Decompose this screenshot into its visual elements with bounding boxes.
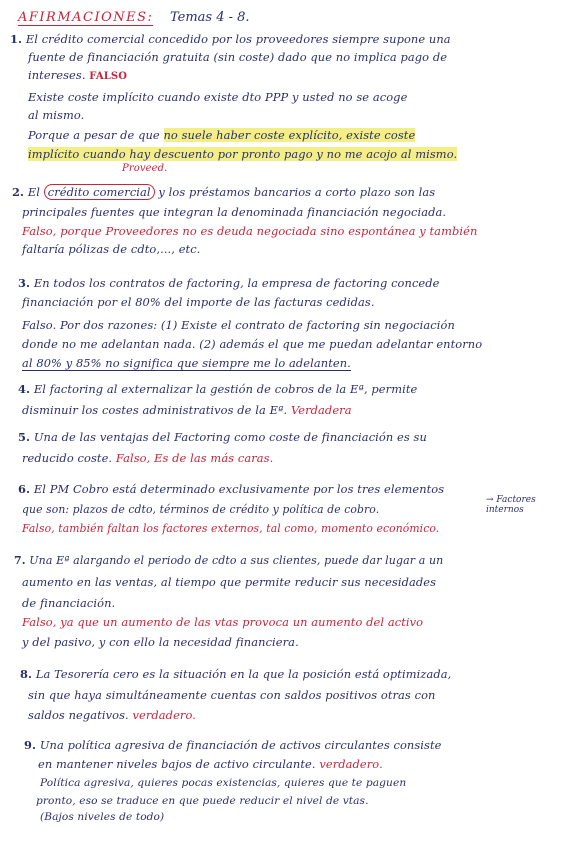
q1-text-2: fuente de financiación gratuita (sin coste) dado que no implica pago de: [28, 50, 448, 64]
q1-answer-3: [28, 128, 415, 142]
q5-text-1: Una de las ventajas del Factoring como coste de financiación es su: [33, 430, 427, 444]
q1-answer-4-highlight: implícito cuando hay descuento por pronto pago y no me acojo al mismo.: [28, 147, 458, 161]
q2-circled-term: crédito comercial: [44, 184, 155, 200]
q1-answer-1: Existe coste implícito cuando existe dto PPP y usted no se acoge: [28, 90, 408, 104]
q2-text-2: principales fuentes que integran la denominada financiación negociada.: [22, 205, 447, 219]
q8-text-1: La Tesorería cero es la situación en la que la posición está optimizada,: [35, 667, 452, 681]
q7-text-1: Una Eª alargando el periodo de cdto a sus clientes, puede dar lugar a un: [29, 554, 444, 567]
q6-line-1: [18, 482, 444, 496]
q9-answer-2: pronto, eso se traduce en que puede reducir el nivel de vtas.: [36, 795, 369, 807]
q2-text-1a: El: [27, 185, 40, 199]
q9-text-2: en mantener niveles bajos de activo circulante.: [38, 757, 316, 771]
q1-text-1: El crédito comercial concedido por los proveedores siempre supone una: [25, 32, 451, 46]
q3-line-1: [18, 276, 440, 290]
q7-number: 7.: [14, 554, 26, 567]
q1-answer-3b-highlight: no suele haber coste explícito, existe coste: [163, 128, 416, 142]
q7-answer-2: y del pasivo, y con ello la necesidad financiera.: [22, 635, 299, 649]
header-subtitle: Temas 4 - 8.: [170, 10, 250, 25]
q8-text-3: saldos negativos.: [28, 708, 129, 722]
q9-text-1: Una política agresiva de financiación de activos circulantes consiste: [39, 738, 442, 752]
q6-side-note: → Factores internos: [486, 495, 536, 515]
q3-text-1: En todos los contratos de factoring, la empresa de factoring concede: [33, 276, 440, 290]
q9-verdict: verdadero.: [319, 757, 383, 771]
q2-line-1: [12, 185, 435, 199]
q6-number: 6.: [18, 482, 31, 496]
q9-answer-3: (Bajos niveles de todo): [40, 811, 165, 823]
q7-text-2: aumento en las ventas, al tiempo que permite reducir sus necesidades: [22, 575, 437, 589]
header-title: AFIRMACIONES:: [18, 10, 154, 25]
q6-answer-1: Falso, también faltan los factores externos, tal como, momento económico.: [22, 522, 440, 535]
q7-line-1: [14, 554, 443, 568]
q8-number: 8.: [20, 667, 33, 681]
q9-answer-1: Política agresiva, quieres pocas existencias, quieres que te paguen: [40, 777, 407, 789]
q1-number: 1.: [10, 32, 23, 46]
q4-text-2: disminuir los costes administrativos de la Eª.: [22, 403, 288, 417]
q9-line-2: [38, 757, 383, 771]
q2-answer-2: faltaría pólizas de cdto,..., etc.: [22, 242, 201, 256]
q2-number: 2.: [12, 185, 25, 199]
q1-verdict: FALSO: [89, 71, 128, 82]
q1-answer-3a: Porque a pesar de que: [28, 128, 160, 142]
q3-answer-2: donde no me adelantan nada. (2) además el que me puedan adelantar entorno: [22, 337, 483, 351]
q1-line-1: [10, 32, 451, 46]
q8-text-2: sin que haya simultáneamente cuentas con saldos positivos otras con: [28, 688, 436, 702]
q4-text-1: El factoring al externalizar la gestión de cobros de la Eª, permite: [33, 382, 418, 396]
q3-number: 3.: [18, 276, 31, 290]
q7-answer-1: Falso, ya que un aumento de las vtas provoca un aumento del activo: [22, 615, 424, 629]
q1-answer-2: al mismo.: [28, 108, 85, 122]
q1-answer-4: [28, 147, 457, 161]
q2-text-1c: y los préstamos bancarios a corto plazo son las: [158, 185, 436, 199]
q6-text-1: El PM Cobro está determinado exclusivamente por los tres elementos: [33, 482, 445, 496]
q7-text-3: de financiación.: [22, 596, 116, 610]
q5-line-2: [22, 451, 273, 465]
q5-verdict: Falso, Es de las más caras.: [115, 451, 274, 465]
q4-verdict: Verdadera: [290, 403, 352, 417]
q5-text-2: reducido coste.: [22, 451, 113, 465]
q3-answer-1: Falso. Por dos razones: (1) Existe el contrato de factoring sin negociación: [22, 318, 455, 332]
q8-line-1: [20, 667, 451, 681]
q1-text-3: intereses.: [28, 68, 86, 82]
q5-number: 5.: [18, 430, 31, 444]
q3-text-2: financiación por el 80% del importe de las facturas cedidas.: [22, 295, 375, 309]
q4-line-1: [18, 382, 417, 396]
q1-line-3: [28, 68, 127, 84]
q8-line-3: [28, 708, 196, 722]
q4-line-2: [22, 403, 352, 417]
q1-proveed-note: Proveed.: [122, 163, 168, 174]
q9-number: 9.: [24, 738, 37, 752]
q3-answer-3-underlined: al 80% y 85% no significa que siempre me lo adelanten.: [22, 356, 351, 370]
q2-answer-1: Falso, porque Proveedores no es deuda negociada sino espontánea y también: [22, 224, 478, 238]
q8-verdict: verdadero.: [132, 708, 196, 722]
q5-line-1: [18, 430, 427, 444]
q4-number: 4.: [18, 382, 31, 396]
q6-text-2: que son: plazos de cdto, términos de crédito y política de cobro.: [22, 503, 380, 516]
q3-answer-3: [22, 356, 351, 370]
q9-line-1: [24, 738, 442, 752]
